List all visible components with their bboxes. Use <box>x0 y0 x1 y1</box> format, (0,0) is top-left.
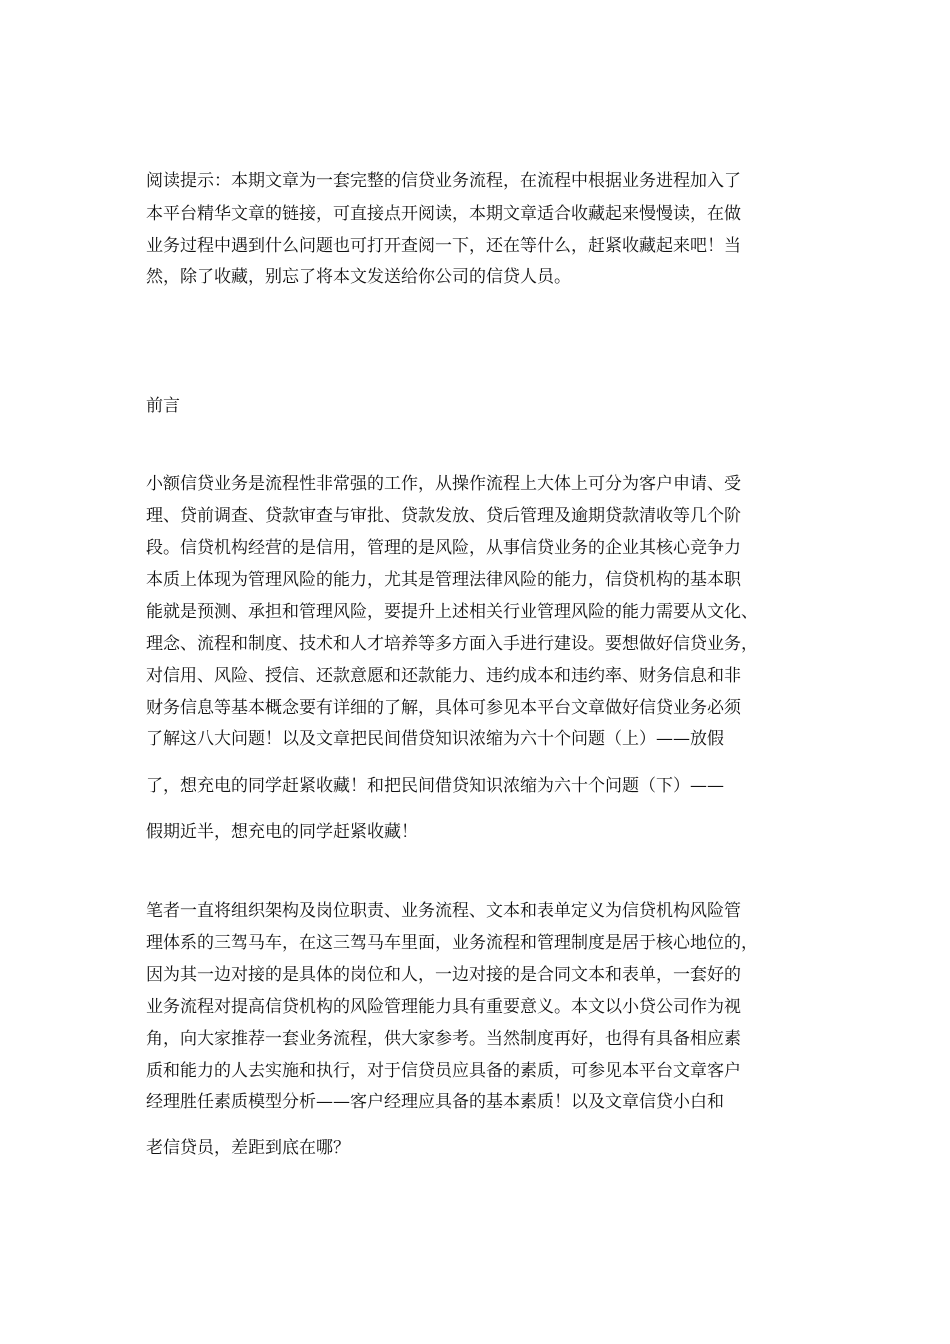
reading-tip-line: 然，除了收藏，别忘了将本文发送给你公司的信贷人员。 <box>146 267 571 287</box>
reading-tip-line: 本平台精华文章的链接，可直接点开阅读，本期文章适合收藏起来慢慢读，在做 <box>146 204 741 224</box>
paragraph-line: 对信用、风险、授信、还款意愿和还款能力、违约成本和违约率、财务信息和非 <box>146 666 741 686</box>
paragraph-line: 质和能力的人去实施和执行，对于信贷员应具备的素质，可参见本平台文章客户 <box>146 1061 741 1081</box>
paragraph-line: 理念、流程和制度、技术和人才培养等多方面入手进行建设。要想做好信贷业务， <box>146 634 758 654</box>
preface-heading: 前言 <box>146 396 180 416</box>
paragraph-line: 角，向大家推荐一套业务流程，供大家参考。当然制度再好，也得有具备相应素 <box>146 1029 741 1049</box>
paragraph-line-link: 老信贷员，差距到底在哪？ <box>146 1138 350 1158</box>
reading-tip-line: 业务过程中遇到什么问题也可打开查阅一下，还在等什么，赶紧收藏起来吧！当 <box>146 236 741 256</box>
paragraph-line-link: 假期近半，想充电的同学赶紧收藏！ <box>146 822 418 842</box>
paragraph-line: 本质上体现为管理风险的能力，尤其是管理法律风险的能力，信贷机构的基本职 <box>146 570 741 590</box>
paragraph-line: 理体系的三驾马车，在这三驾马车里面，业务流程和管理制度是居于核心地位的， <box>146 933 758 953</box>
paragraph-line: 业务流程对提高信贷机构的风险管理能力具有重要意义。本文以小贷公司作为视 <box>146 997 741 1017</box>
paragraph-line: 小额信贷业务是流程性非常强的工作，从操作流程上大体上可分为客户申请、受 <box>146 474 741 494</box>
paragraph-line-link: 经理胜任素质模型分析——客户经理应具备的基本素质！以及文章信贷小白和 <box>146 1092 724 1112</box>
paragraph-line: 笔者一直将组织架构及岗位职责、业务流程、文本和表单定义为信贷机构风险管 <box>146 901 741 921</box>
paragraph-line-link: 了，想充电的同学赶紧收藏！和把民间借贷知识浓缩为六十个问题（下）—— <box>146 776 724 796</box>
paragraph-line: 财务信息等基本概念要有详细的了解，具体可参见本平台文章做好信贷业务必须 <box>146 698 741 718</box>
paragraph-line: 因为其一边对接的是具体的岗位和人，一边对接的是合同文本和表单，一套好的 <box>146 965 741 985</box>
paragraph-line-link: 了解这八大问题！以及文章把民间借贷知识浓缩为六十个问题（上）——放假 <box>146 729 724 749</box>
reading-tip-line: 阅读提示：本期文章为一套完整的信贷业务流程，在流程中根据业务进程加入了 <box>146 171 741 191</box>
paragraph-line: 理、贷前调查、贷款审查与审批、贷款发放、贷后管理及逾期贷款清收等几个阶 <box>146 506 741 526</box>
paragraph-line: 段。信贷机构经营的是信用，管理的是风险，从事信贷业务的企业其核心竞争力 <box>146 538 741 558</box>
paragraph-line: 能就是预测、承担和管理风险，要提升上述相关行业管理风险的能力需要从文化、 <box>146 602 758 622</box>
